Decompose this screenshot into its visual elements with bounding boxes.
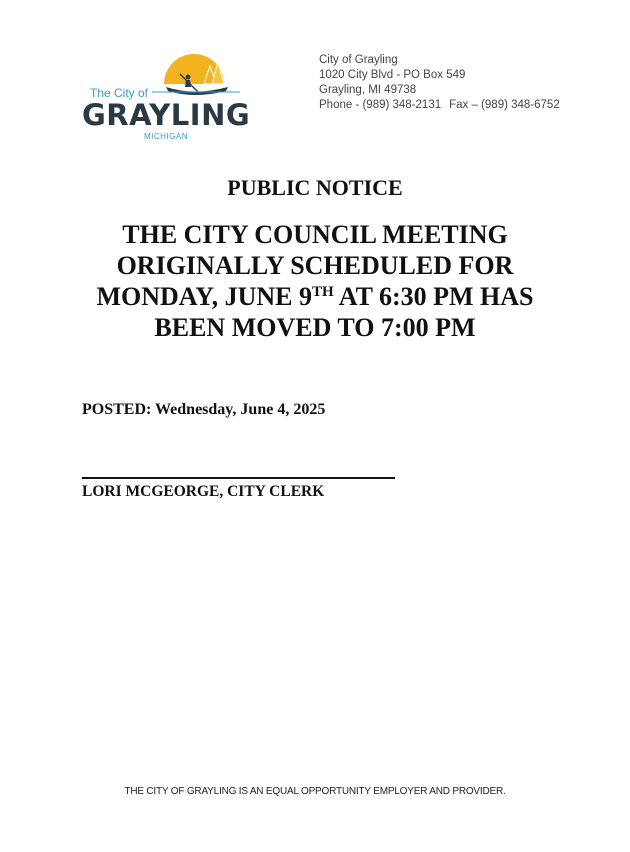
contact-block xyxy=(319,53,560,113)
headline-line-3-end: AT 6:30 PM HAS xyxy=(333,282,534,311)
city-logo xyxy=(82,54,252,146)
headline-line-2: ORIGINALLY SCHEDULED FOR xyxy=(116,251,514,280)
contact-phone: Phone - (989) 348-2131 xyxy=(319,99,442,111)
equal-opportunity-footer: THE CITY OF GRAYLING IS AN EQUAL OPPORTUNITY EMPLOYER AND PROVIDER. xyxy=(124,786,506,797)
contact-name: City of Grayling xyxy=(319,54,398,66)
contact-address-line2: Grayling, MI 49738 xyxy=(319,84,417,96)
logo-michigan: MICHIGAN xyxy=(144,132,188,141)
logo-the-city-of: The City of xyxy=(90,86,149,100)
clerk-name: LORI MCGEORGE, CITY CLERK xyxy=(82,483,325,500)
posted-date: POSTED: Wednesday, June 4, 2025 xyxy=(82,401,326,418)
headline-line-4: BEEN MOVED TO 7:00 PM xyxy=(154,313,476,342)
headline-ordinal-suffix: TH xyxy=(311,284,334,300)
public-notice-heading: PUBLIC NOTICE xyxy=(227,175,403,200)
headline-line-3 xyxy=(40,281,590,312)
logo-grayling: GRAYLING xyxy=(82,98,251,132)
contact-address-line1: 1020 City Blvd - PO Box 549 xyxy=(319,69,466,81)
signature-line xyxy=(82,477,395,479)
contact-fax: Fax – (989) 348-6752 xyxy=(449,99,560,111)
contact-phone-fax xyxy=(319,98,560,113)
headline-line-1: THE CITY COUNCIL MEETING xyxy=(122,220,508,249)
notice-headline xyxy=(40,219,590,343)
headline-line-3-start: MONDAY, JUNE 9 xyxy=(96,282,312,311)
